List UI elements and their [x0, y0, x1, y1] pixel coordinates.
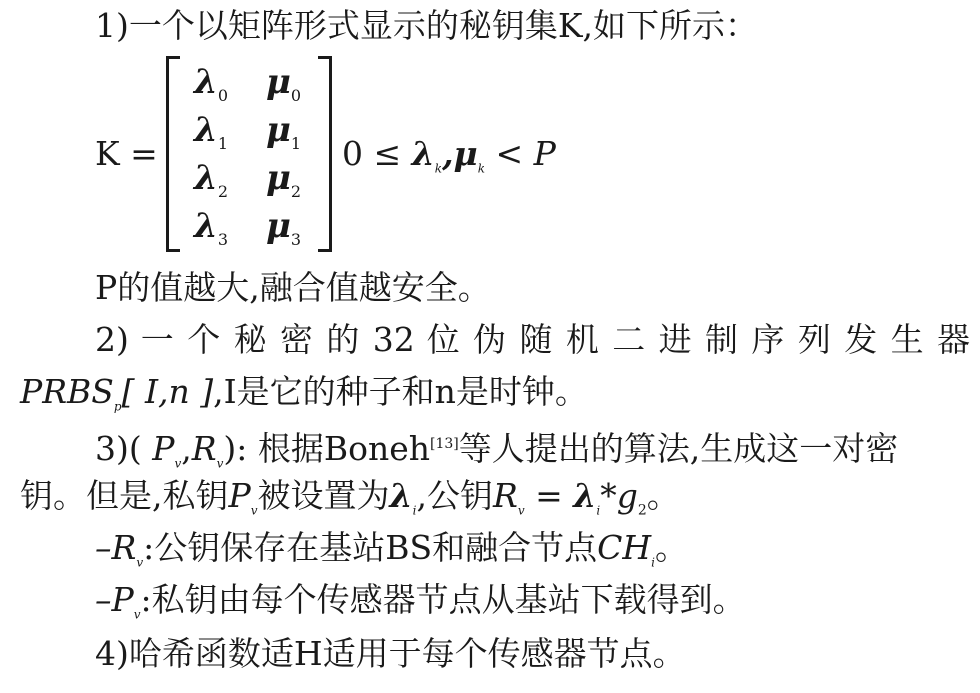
matrix-cell: $\mu_0$ — [266, 62, 302, 105]
matrix-cell: $\lambda_0$ — [194, 62, 229, 105]
line-6: 钥。但是,私钥$P_v$被设置为$\lambda_i$,公钥$R_v = \lambda_i*g_2$。 — [20, 476, 680, 519]
key-matrix — [166, 56, 332, 252]
matrix-cell: $\mu_2$ — [266, 158, 302, 201]
line-9: 4)哈希函数适H适用于每个传感器节点。 — [95, 634, 686, 673]
line-3: 2) 一 个 秘 密 的 32 位 伪 随 机 二 进 制 序 列 发 生 器 — [95, 320, 970, 359]
line-1 — [95, 0, 980, 52]
matrix-cell: $\mu_3$ — [266, 206, 302, 249]
line-1-text: 1)一个以矩阵形式显示的秘钥集K,如下所示： — [95, 6, 759, 45]
line-8: $-P_v$:私钥由每个传感器节点从基站下载得到。 — [95, 580, 746, 622]
line-4: $PRBS_p$[ I,n ],I是它的种子和n是时钟。 — [20, 372, 588, 414]
matrix-cell: $\lambda_1$ — [194, 110, 229, 153]
matrix-right-bracket — [318, 56, 332, 252]
k-label — [95, 128, 165, 180]
matrix-cell: $\lambda_3$ — [194, 206, 229, 249]
matrix-condition: $0 \le \lambda_k,\mu_k < P$ — [342, 134, 556, 176]
k-label-text: K = — [95, 134, 158, 173]
matrix-cell: $\mu_1$ — [266, 110, 302, 153]
line-5: 3)( $P_v,R_v$): 根据Boneh[13]等人提出的算法,生成这一对密 — [95, 429, 899, 471]
line-2: P的值越大,融合值越安全。 — [95, 268, 491, 307]
matrix-left-bracket — [166, 56, 180, 252]
line-7: $-R_v$:公钥保存在基站BS和融合节点$CH_i$。 — [95, 528, 688, 570]
matrix-cell: $\lambda_2$ — [194, 158, 229, 201]
